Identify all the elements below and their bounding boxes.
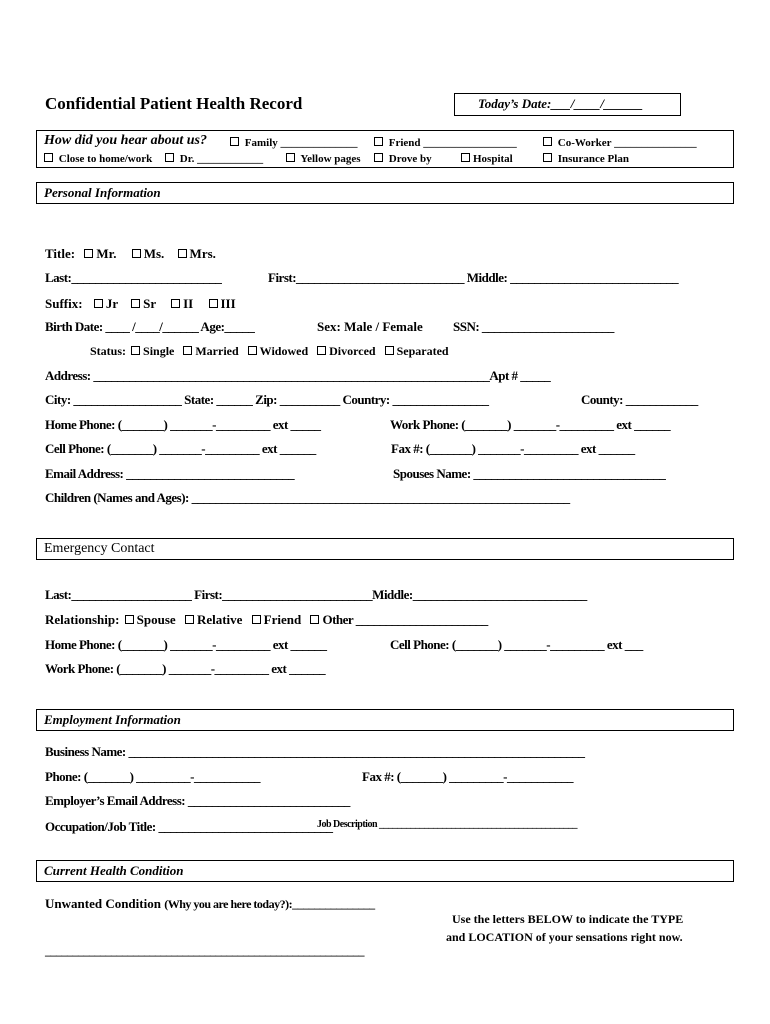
children-field[interactable]: Children (Names and Ages): _______________________________________________________________ — [45, 490, 570, 505]
referral-coworker[interactable] — [541, 137, 697, 149]
ii-label: II — [183, 296, 194, 311]
insurance-checkbox[interactable] — [543, 153, 552, 162]
family-label: Family ______________ — [244, 137, 358, 149]
unwanted-condition-field[interactable] — [45, 896, 375, 912]
iii-label: III — [220, 296, 236, 311]
divorced-label: Divorced — [329, 344, 376, 358]
personal-info-heading: Personal Information — [44, 185, 161, 200]
friend-relationship-label: Friend — [263, 612, 302, 627]
status-row — [90, 344, 449, 359]
relative-label: Relative — [196, 612, 243, 627]
todays-date-box[interactable] — [454, 93, 681, 116]
dr-checkbox[interactable] — [165, 153, 174, 162]
drove-by-checkbox[interactable] — [374, 153, 383, 162]
suffix-label: Suffix: — [45, 296, 83, 311]
unwanted-condition-label: Unwanted Condition — [45, 896, 161, 911]
employment-fax-field[interactable]: Fax #: (_______) _________-___________ — [362, 769, 574, 784]
emergency-work-phone-field[interactable]: Work Phone: (_______) _______-_________ ext ______ — [45, 661, 326, 676]
referral-yellow-pages[interactable] — [284, 153, 361, 165]
friend-checkbox[interactable] — [374, 137, 383, 146]
emergency-name-field[interactable]: Last:____________________ First:_________________________Middle:_____________________________ — [45, 587, 587, 602]
cell-phone-field[interactable]: Cell Phone: (_______) _______-_________ ext ______ — [45, 441, 316, 456]
mr-checkbox[interactable] — [84, 249, 93, 258]
spouse-label: Spouse — [136, 612, 176, 627]
referral-insurance[interactable] — [541, 153, 629, 165]
mr-label: Mr. — [96, 246, 117, 261]
hospital-label: Hospital — [473, 153, 513, 165]
sex-field[interactable]: Sex: Male / Female — [317, 319, 423, 334]
title-row — [45, 246, 216, 262]
emergency-home-phone-field[interactable]: Home Phone: (_______) _______-_________ ext ______ — [45, 637, 327, 652]
employment-phone-field[interactable]: Phone: (_______) _________-___________ — [45, 769, 260, 784]
instruction-line-1: Use the letters BELOW to indicate the TYPE — [452, 912, 684, 926]
married-checkbox[interactable] — [183, 346, 192, 355]
mrs-checkbox[interactable] — [178, 249, 187, 258]
ms-label: Ms. — [143, 246, 165, 261]
instruction-line-2: and LOCATION of your sensations right now. — [446, 930, 683, 944]
jr-label: Jr — [105, 296, 118, 311]
unwanted-condition-blank-line[interactable]: __________________________________________________________ — [45, 944, 364, 958]
divorced-checkbox[interactable] — [317, 346, 326, 355]
close-home-checkbox[interactable] — [44, 153, 53, 162]
coworker-label: Co-Worker _______________ — [557, 137, 697, 149]
referral-hospital[interactable] — [459, 153, 513, 165]
referral-question: How did you hear about us? — [44, 133, 207, 148]
business-name-field[interactable]: Business Name: ____________________________________________________________________________ — [45, 744, 585, 759]
drove-by-label: Drove by — [388, 153, 432, 165]
city-state-zip-field[interactable]: City: __________________ State: ______ Zip: __________ Country: ________________ — [45, 392, 489, 407]
emergency-contact-header — [36, 538, 734, 560]
referral-family[interactable] — [228, 137, 358, 149]
widowed-label: Widowed — [259, 344, 309, 358]
family-checkbox[interactable] — [230, 137, 239, 146]
employment-info-heading: Employment Information — [44, 712, 181, 727]
friend-label: Friend _________________ — [388, 137, 517, 149]
referral-close-home[interactable] — [42, 153, 152, 165]
referral-drove-by[interactable] — [372, 153, 432, 165]
occupation-field[interactable]: Occupation/Job Title: _____________________________ — [45, 819, 333, 834]
mrs-label: Mrs. — [189, 246, 216, 261]
job-description-field[interactable]: Job Description ____________________________________________ — [317, 819, 577, 830]
hospital-checkbox[interactable] — [461, 153, 470, 162]
dr-label: Dr. ____________ — [179, 153, 264, 165]
home-phone-field[interactable]: Home Phone: (_______) _______-_________ ext _____ — [45, 417, 321, 432]
friend-relationship-checkbox[interactable] — [252, 615, 261, 624]
relationship-label: Relationship: — [45, 612, 120, 627]
yellow-pages-label: Yellow pages — [300, 153, 361, 165]
birth-date-field[interactable]: Birth Date: ____ /____/______ Age:_____ — [45, 319, 255, 334]
iii-checkbox[interactable] — [209, 299, 218, 308]
employment-info-header — [36, 709, 734, 731]
other-label: Other ______________________ — [322, 612, 488, 627]
married-label: Married — [195, 344, 239, 358]
last-name-field[interactable]: Last:_________________________ — [45, 270, 222, 285]
referral-friend[interactable] — [372, 137, 517, 149]
work-phone-field[interactable]: Work Phone: (_______) _______-_________ ext ______ — [390, 417, 671, 432]
widowed-checkbox[interactable] — [248, 346, 257, 355]
relationship-row — [45, 612, 488, 628]
close-home-label: Close to home/work — [58, 153, 153, 165]
relative-checkbox[interactable] — [185, 615, 194, 624]
jr-checkbox[interactable] — [94, 299, 103, 308]
other-checkbox[interactable] — [310, 615, 319, 624]
sr-label: Sr — [143, 296, 156, 311]
title-label: Title: — [45, 246, 76, 261]
single-label: Single — [143, 344, 175, 358]
ms-checkbox[interactable] — [132, 249, 141, 258]
unwanted-condition-hint: (Why you are here today?):_______________ — [164, 897, 375, 911]
first-middle-field[interactable]: First:____________________________ Middle: ____________________________ — [268, 270, 679, 285]
address-field[interactable]: Address: __________________________________________________________________Apt # _____ — [45, 368, 551, 383]
coworker-checkbox[interactable] — [543, 137, 552, 146]
yellow-pages-checkbox[interactable] — [286, 153, 295, 162]
fax-field[interactable]: Fax #: (_______) _______-_________ ext ______ — [391, 441, 635, 456]
separated-checkbox[interactable] — [385, 346, 394, 355]
suffix-row — [45, 296, 236, 312]
sr-checkbox[interactable] — [131, 299, 140, 308]
employer-email-field[interactable]: Employer’s Email Address: ___________________________ — [45, 793, 350, 808]
spouse-name-field[interactable]: Spouses Name: ________________________________ — [393, 466, 666, 481]
personal-info-header — [36, 182, 734, 204]
spouse-checkbox[interactable] — [125, 615, 134, 624]
health-condition-header — [36, 860, 734, 882]
todays-date-label: Today’s Date:___/____/______ — [478, 96, 644, 111]
single-checkbox[interactable] — [131, 346, 140, 355]
status-label: Status: — [90, 344, 127, 358]
ssn-field[interactable]: SSN: ______________________ — [453, 319, 614, 334]
health-condition-heading: Current Health Condition — [44, 863, 184, 878]
county-field[interactable]: County: ____________ — [581, 392, 698, 407]
page-title: Confidential Patient Health Record — [45, 94, 303, 113]
email-field[interactable]: Email Address: ____________________________ — [45, 466, 295, 481]
referral-dr[interactable] — [163, 153, 263, 165]
ii-checkbox[interactable] — [171, 299, 180, 308]
insurance-label: Insurance Plan — [557, 153, 629, 165]
emergency-cell-phone-field[interactable]: Cell Phone: (_______) _______-_________ ext ___ — [390, 637, 643, 652]
separated-label: Separated — [396, 344, 449, 358]
emergency-contact-heading: Emergency Contact — [44, 541, 155, 556]
